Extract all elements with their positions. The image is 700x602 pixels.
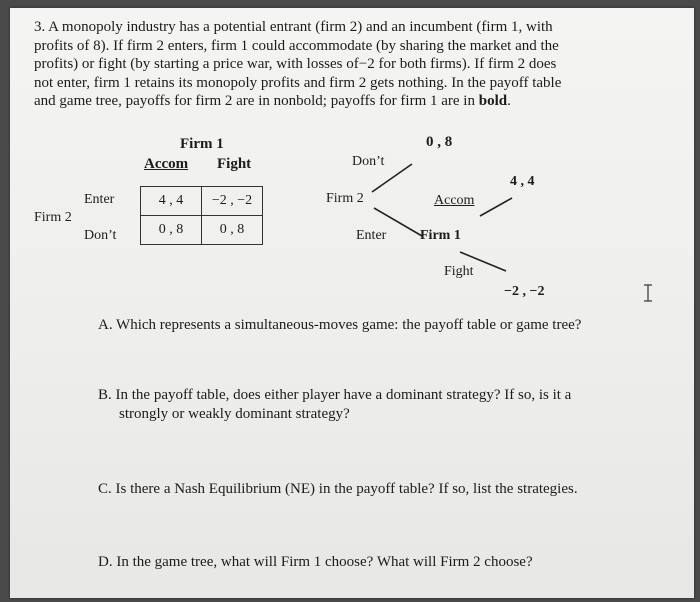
text-cursor-icon: [642, 284, 654, 302]
question-d: [98, 553, 533, 572]
tree-label-dont: Don’t: [352, 154, 385, 169]
col-header-fight: Fight: [217, 156, 252, 172]
question-b: [98, 386, 571, 424]
question-a: [98, 316, 581, 335]
col-header-accom: Accom: [144, 156, 189, 172]
bold-word: bold: [478, 93, 508, 109]
table-cell: −2 , −2: [202, 187, 263, 216]
problem-line: 3. A monopoly industry has a potential entrant (firm 2) and an incumbent (firm 1, with: [34, 19, 553, 35]
tree-label-fight: Fight: [444, 264, 474, 279]
table-cell: 0 , 8: [202, 216, 263, 245]
tree-label-enter: Enter: [356, 228, 387, 243]
problem-line: profits) or fight (by starting a price war, with losses of−2 for both firms). If firm 2 does: [34, 56, 557, 72]
col-player-label: Firm 1: [180, 136, 224, 152]
tree-node-firm1: Firm 1: [420, 228, 461, 243]
row-player-label: Firm 2: [34, 210, 72, 225]
row-header-enter: Enter: [84, 192, 115, 207]
problem-line: profits of 8). If firm 2 enters, firm 1 could accommodate (by sharing the market and the: [34, 37, 559, 54]
table-cell: 4 , 4: [141, 187, 202, 216]
tree-node-firm2: Firm 2: [326, 191, 364, 206]
branch-accom: [480, 198, 512, 216]
tree-payoff-dont: 0 , 8: [426, 134, 453, 150]
question-b-line: strongly or weakly dominant strategy?: [119, 406, 350, 422]
question-d-line: D. In the game tree, what will Firm 1 choose? What will Firm 2 choose?: [98, 554, 533, 570]
problem-line-text: and game tree, payoffs for firm 2 are in nonbold; payoffs for firm 1 are in: [34, 93, 479, 109]
tree-payoff-fight: −2 , −2: [504, 284, 545, 299]
question-c: [98, 480, 578, 499]
table-cell: 0 , 8: [141, 216, 202, 245]
question-c-line: C. Is there a Nash Equilibrium (NE) in the payoff table? If so, list the strategies.: [98, 481, 578, 497]
problem-line: not enter, firm 1 retains its monopoly profits and firm 2 gets nothing. In the payoff table: [34, 74, 562, 91]
question-a-line: A. Which represents a simultaneous-moves game: the payoff table or game tree?: [98, 317, 582, 333]
period: .: [507, 93, 511, 109]
tree-payoff-accom: 4 , 4: [510, 174, 535, 189]
worksheet-page: [10, 8, 694, 598]
row-header-dont: Don’t: [84, 228, 117, 243]
question-b-line: B. In the payoff table, does either player have a dominant strategy? If so, is it a: [98, 387, 572, 403]
tree-label-accom: Accom: [434, 193, 475, 208]
